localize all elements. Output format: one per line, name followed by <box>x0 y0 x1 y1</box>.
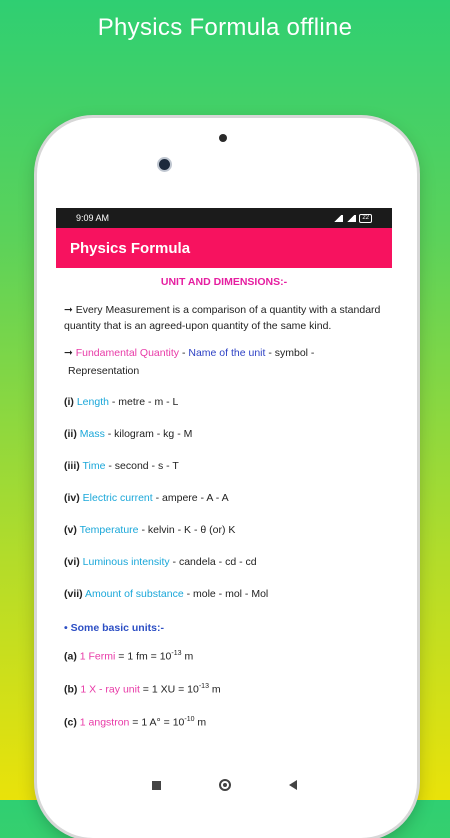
header-fundamental: Fundamental Quantity <box>75 347 180 359</box>
quantity-details: - kelvin - K - θ (or) K <box>138 524 236 536</box>
battery-icon: 22 <box>359 214 372 223</box>
basic-unit-eq: = 1 XU = 10 <box>139 683 199 696</box>
back-button[interactable] <box>289 780 297 790</box>
basic-unit-row <box>64 716 384 749</box>
header-sep: - <box>179 347 189 359</box>
basic-unit-name: 1 angstron <box>79 716 130 729</box>
quantity-header <box>64 344 384 380</box>
basic-unit-exp: -13 <box>171 650 182 657</box>
quantity-details: - second - s - T <box>105 460 179 472</box>
quantity-details: - mole - mol - Mol <box>183 588 269 600</box>
quantity-index: (iii) <box>64 460 80 472</box>
phone-screen <box>56 208 392 800</box>
quantity-name: Amount of substance <box>85 588 184 600</box>
app-bar <box>56 228 392 268</box>
status-bar <box>56 208 392 228</box>
recents-button[interactable] <box>152 781 161 790</box>
quantity-index: (iv) <box>64 492 80 504</box>
arrow-icon: ➞ <box>64 347 76 359</box>
quantity-name: Length <box>76 396 109 408</box>
signal-icon <box>333 215 343 222</box>
quantity-index: (v) <box>64 524 77 536</box>
basic-unit-eq: = 1 A° = 10 <box>129 716 185 729</box>
quantity-details: - metre - m - L <box>108 396 179 408</box>
signal-icon-2 <box>346 215 356 222</box>
quantity-name: Temperature <box>79 524 139 536</box>
navigation-bar <box>56 770 392 800</box>
section-title: UNIT AND DIMENSIONS:- <box>160 276 288 288</box>
basic-unit-unit: m <box>194 716 207 729</box>
quantity-row <box>64 458 384 490</box>
phone-speaker <box>219 134 227 142</box>
header-unit-name: Name of the unit <box>188 347 266 359</box>
basic-unit-label: (a) <box>64 650 77 663</box>
quantity-row <box>64 426 384 458</box>
basic-unit-exp: -13 <box>198 683 209 690</box>
home-button[interactable] <box>219 779 231 791</box>
quantity-row <box>64 586 384 618</box>
quantity-index: (vii) <box>64 588 83 600</box>
basic-unit-name: 1 Fermi <box>79 650 116 663</box>
header-symbol: - symbol - <box>265 347 315 359</box>
quantity-row <box>64 490 384 522</box>
basic-unit-unit: m <box>181 650 194 663</box>
intro-text: ➞ Every Measurement is a comparison of a quantity with a standard quantity that is an agreed-upon quantity of the same kind. <box>64 304 381 332</box>
quantity-index: (vi) <box>64 556 80 568</box>
quantity-details: - candela - cd - cd <box>169 556 257 568</box>
basic-unit-name: 1 X - ray unit <box>80 683 140 696</box>
header-representation: Representation <box>68 365 140 377</box>
basic-units-title: • Some basic units:- <box>64 622 164 634</box>
quantity-details: - kilogram - kg - M <box>104 428 193 440</box>
basic-unit-exp: -10 <box>184 716 195 723</box>
quantity-row <box>64 554 384 586</box>
status-time: 9:09 AM <box>76 213 110 223</box>
basic-unit-label: (c) <box>64 716 77 729</box>
quantity-name: Mass <box>79 428 105 440</box>
quantity-index: (i) <box>64 396 74 408</box>
content-area[interactable] <box>56 268 392 749</box>
quantity-name: Electric current <box>82 492 153 504</box>
promo-title: Physics Formula offline <box>97 14 353 41</box>
basic-unit-eq: = 1 fm = 10 <box>115 650 172 663</box>
quantity-index: (ii) <box>64 428 77 440</box>
quantity-row <box>64 394 384 426</box>
basic-unit-row <box>64 650 384 683</box>
basic-unit-unit: m <box>208 683 221 696</box>
basic-unit-label: (b) <box>64 683 78 696</box>
app-title: Physics Formula <box>70 239 191 257</box>
quantity-name: Time <box>82 460 106 472</box>
phone-camera <box>157 157 172 172</box>
status-icons <box>333 214 372 223</box>
quantity-row <box>64 522 384 554</box>
quantity-name: Luminous intensity <box>82 556 170 568</box>
quantity-details: - ampere - A - A <box>152 492 229 504</box>
basic-unit-row <box>64 683 384 716</box>
